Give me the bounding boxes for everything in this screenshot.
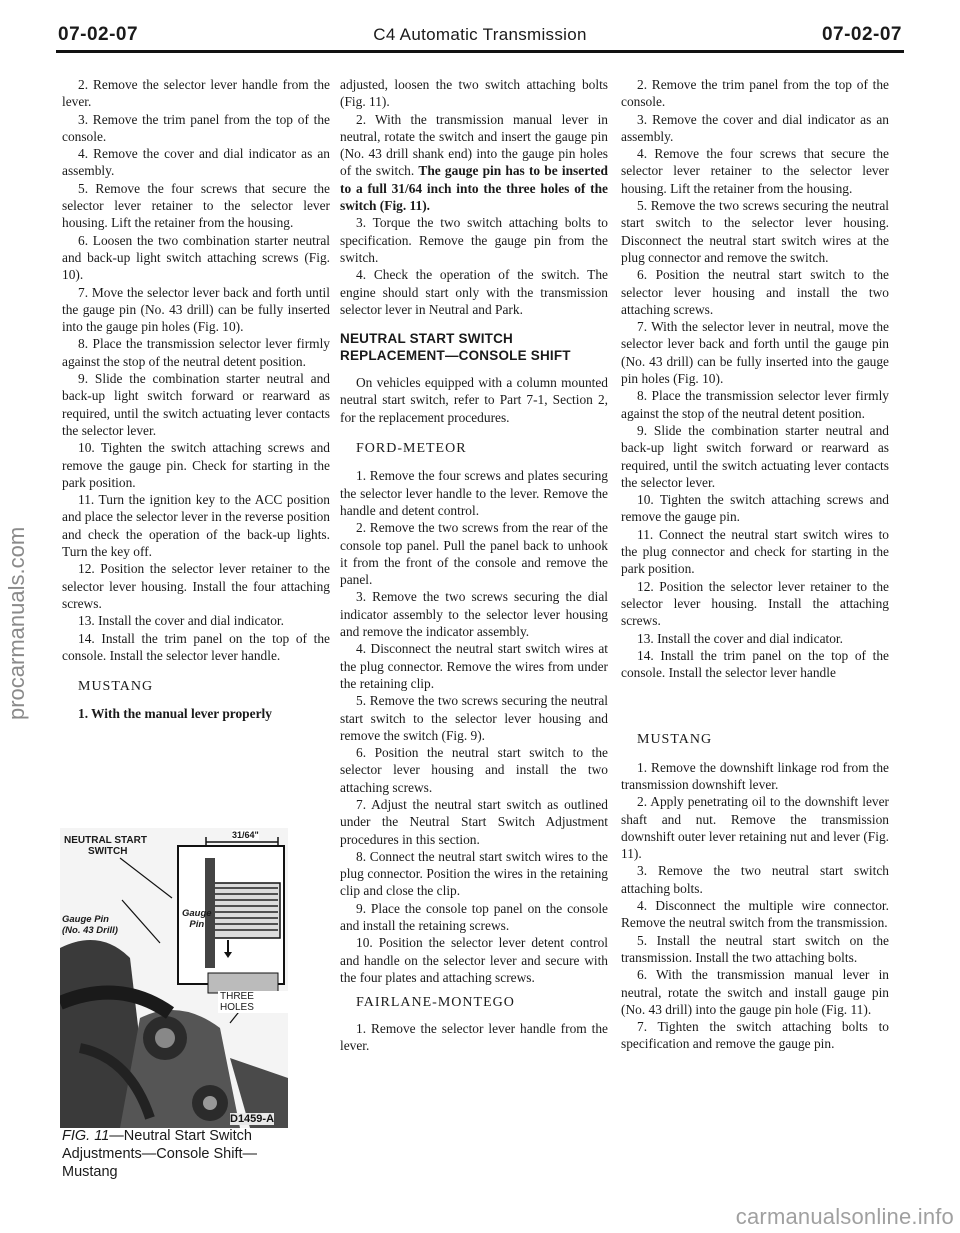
mustang2-step-5: 5. Install the neutral start switch on the transmission. Install the two attaching bolts. xyxy=(621,932,889,965)
step-r3: 3. Remove the cover and dial indicator as an assembly. xyxy=(621,111,889,144)
step-3: 3. Remove the trim panel from the top of the console. xyxy=(62,111,330,144)
figure-caption xyxy=(62,1127,302,1181)
step-14: 14. Install the trim panel on the top of the console. Install the selector lever handle. xyxy=(62,630,330,663)
page-title: C4 Automatic Transmission xyxy=(373,25,587,44)
step-10: 10. Tighten the switch attaching screws and remove the gauge pin. Check for starting in the park position. xyxy=(62,440,330,490)
step-5: 5. Remove the four screws that secure the selector lever retainer to the selector lever housing. Lift the retainer from the housing. xyxy=(62,180,330,231)
step-r14: 14. Install the trim panel on the top of the console. Install the selector lever handle xyxy=(621,647,889,681)
section-intro: On vehicles equipped with a column mounted neutral start switch, refer to Part 7-1, Section 2, for the replacement procedures. xyxy=(340,375,608,425)
step-r8: 8. Place the transmission selector lever firmly against the stop of the neutral detent position. xyxy=(621,388,889,421)
label-gauge-pin: Gauge Pin xyxy=(62,914,109,925)
subheading-mustang-2: MUSTANG xyxy=(637,732,713,748)
caption-text: —Neutral Start Switch Adjustments—Console Shift—Mustang xyxy=(62,1128,258,1180)
section-heading-line-1: NEUTRAL START SWITCH xyxy=(340,331,513,347)
step-c2-bold: The gauge pin has to be inserted to a full 31/64 inch into the three holes of the switch (Fig. 11). xyxy=(340,163,608,214)
step-8: 8. Place the transmission selector lever firmly against the stop of the neutral detent position. xyxy=(62,336,330,369)
step-r10: 10. Tighten the switch attaching screws and remove the gauge pin. xyxy=(621,492,889,525)
section-heading-line-2: REPLACEMENT—CONSOLE SHIFT xyxy=(340,348,571,364)
section-heading xyxy=(340,330,608,364)
subheading-ford-meteor: FORD-METEOR xyxy=(356,441,467,457)
figure-id: D1459-A xyxy=(230,1113,275,1125)
mustang2-step-3: 3. Remove the two neutral start switch attaching bolts. xyxy=(621,863,889,896)
column-3 xyxy=(621,76,889,1053)
step-r5: 5. Remove the two screws securing the neutral start switch to the selector lever housing. Disconnect the neutral start switch wires at the plug connector and remove the switch. xyxy=(621,198,889,265)
mustang-step-1-text: 1. With the manual lever properly xyxy=(78,706,272,722)
step-7: 7. Move the selector lever back and forth until the gauge pin (No. 43 drill) can be fully inserted into the gauge pin holes (Fig. 10). xyxy=(62,284,330,335)
caption-figure-number: FIG. 11 xyxy=(62,1128,110,1144)
label-gauge: Gauge xyxy=(182,908,212,919)
step-c4: 4. Check the operation of the switch. The engine should start only with the transmission selector lever in Neutral and Park. xyxy=(340,267,608,317)
step-2: 2. Remove the selector lever handle from the lever. xyxy=(62,77,330,110)
label-switch: SWITCH xyxy=(88,846,128,857)
step-r6: 6. Position the neutral start switch to the selector lever housing and install the two attaching screws. xyxy=(621,267,889,317)
step-12: 12. Position the selector lever retainer to the selector lever housing. Install the four attaching screws. xyxy=(62,561,330,611)
mustang2-step-2: 2. Apply penetrating oil to the downshift lever shaft and nut. Remove the transmission downshift outer lever retaining nut and lever (Fig. 11). xyxy=(621,794,889,862)
step-r7: 7. With the selector lever in neutral, move the selector lever back and forth until the gauge pin (No. 43 drill) can be fully inserted into the gauge pin holes (Fig. 10). xyxy=(621,319,889,387)
step-r12: 12. Position the selector lever retainer to the selector lever housing. Install the attaching screws. xyxy=(621,578,889,629)
subheading-fairlane-montego: FAIRLANE-MONTEGO xyxy=(356,995,515,1011)
mustang2-step-6: 6. With the transmission manual lever in neutral, rotate the switch and install gauge pin (No. 43 drill) into the gauge pin hole (Fig. 11). xyxy=(621,967,889,1017)
column-1 xyxy=(62,76,330,723)
label-three-holes: THREE HOLES xyxy=(218,991,288,1013)
fm-step-2: 2. Remove the two screws from the rear of the console top panel. Pull the panel back to unhook it from the front of the console and remove the panel. xyxy=(340,520,608,588)
step-c2-text: 2. With the transmission manual lever in neutral, rotate the switch and insert the gauge pin (No. 43 drill shank end) into the gauge pin holes of the switch. xyxy=(340,111,608,179)
mustang2-step-7: 7. Tighten the switch attaching bolts to specification and remove the gauge pin. xyxy=(621,1019,889,1052)
step-c2 xyxy=(340,111,608,215)
fm-step-5: 5. Remove the two screws securing the neutral start switch to the selector lever housing and remove the switch (Fig. 9). xyxy=(340,693,608,743)
page-number-left: 07-02-07 xyxy=(58,24,139,45)
watermark-bottom: carmanualsonline.info xyxy=(735,1204,954,1229)
step-4: 4. Remove the cover and dial indicator as an assembly. xyxy=(62,146,330,179)
page-number-right: 07-02-07 xyxy=(821,24,902,45)
figure-illustration xyxy=(60,828,288,1128)
step-13: 13. Install the cover and dial indicator. xyxy=(78,613,285,629)
label-pin: Pin xyxy=(189,919,205,930)
step-r9: 9. Slide the combination starter neutral and back-up light switch forward or rearward as required, until the switch actuating lever contacts the selector lever. xyxy=(621,422,889,490)
watermark-side: procarmanuals.com xyxy=(4,526,29,720)
step-6: 6. Loosen the two combination starter neutral and back-up light switch attaching screws (Fig. 10). xyxy=(62,232,330,283)
fm-step-7: 7. Adjust the neutral start switch as outlined under the Neutral Start Switch Adjustment procedures in this section. xyxy=(340,796,608,847)
mustang-step-1 xyxy=(62,705,330,722)
fm-step-4: 4. Disconnect the neutral start switch wires at the plug connector. Remove the wires from under the retaining clip. xyxy=(340,641,608,691)
fm-step-1: 1. Remove the four screws and plates securing the selector lever handle to the lever. Remove the handle and detent control. xyxy=(340,468,608,518)
fm-step-9: 9. Place the console top panel on the console and install the retaining screws. xyxy=(340,900,608,934)
step-r11: 11. Connect the neutral start switch wires to the plug connector and check for starting in the park position. xyxy=(621,526,889,577)
label-no-43-drill: (No. 43 Drill) xyxy=(62,925,118,936)
label-neutral-start: NEUTRAL START xyxy=(64,835,147,846)
header-rule xyxy=(56,50,904,53)
label-dimension: 31/64" xyxy=(232,830,259,840)
subheading-mustang: MUSTANG xyxy=(78,679,154,695)
fm-step-8: 8. Connect the neutral start switch wires to the plug connector. Position the wires in the retaining clip and close the clip. xyxy=(340,848,608,899)
step-9: 9. Slide the combination starter neutral and back-up light switch forward or rearward as required, until the switch actuating lever contacts the selector lever. xyxy=(62,371,330,438)
step-r2: 2. Remove the trim panel from the top of the console. xyxy=(621,77,889,110)
adjusted-text: adjusted, loosen the two switch attaching bolts (Fig. 11). xyxy=(340,77,608,110)
mustang2-step-4: 4. Disconnect the multiple wire connector. Remove the neutral switch from the transmission. xyxy=(621,898,889,931)
mustang2-step-1: 1. Remove the downshift linkage rod from the transmission downshift lever. xyxy=(621,759,889,792)
step-r13: 13. Install the cover and dial indicator. xyxy=(637,630,844,646)
fm-step-3: 3. Remove the two screws securing the dial indicator assembly to the selector lever housing and remove the indicator assembly. xyxy=(340,589,608,640)
step-r4: 4. Remove the four screws that secure the selector lever retainer to the selector lever housing. Lift the retainer from the housing. xyxy=(621,146,889,196)
fm-step-6: 6. Position the neutral start switch to the selector lever housing and install the two attaching screws. xyxy=(340,745,608,795)
fairlane-step-1: 1. Remove the selector lever handle from the lever. xyxy=(340,1020,608,1053)
step-11: 11. Turn the ignition key to the ACC position and place the selector lever in the reverse position and check the operation of the back-up lights. Turn the key off. xyxy=(62,492,330,560)
fm-step-10: 10. Position the selector lever detent control and handle on the selector lever and secure with the four plates and attaching screws. xyxy=(340,935,608,985)
step-c3: 3. Torque the two switch attaching bolts to specification. Remove the gauge pin from the switch. xyxy=(340,215,608,265)
column-2 xyxy=(340,76,608,1054)
